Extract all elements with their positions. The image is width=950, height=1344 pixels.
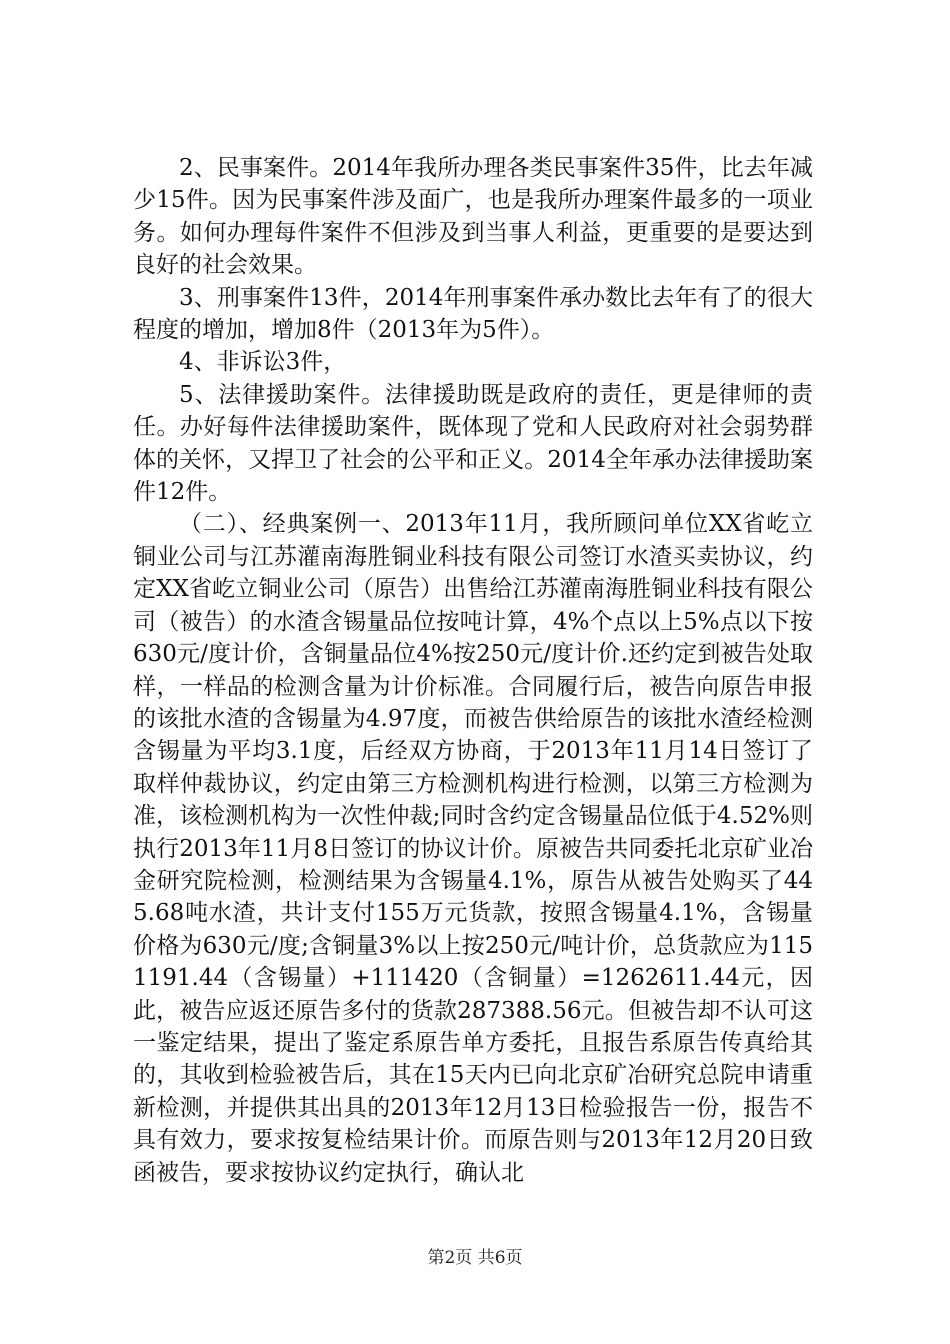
paragraph-non-litigation: 4、非诉讼3件， <box>179 349 347 376</box>
paragraph-classic-case: （二）、经典案例一、2013年11月，我所顾问单位XX省屹立铜业公司与江苏灌南海胜铜业科技有限公司签订水渣买卖协议，约定XX省屹立铜业公司（原告）出售给江苏灌南海胜铜业科技有限公司（被告）的水渣含锡量品位按吨计算，4%个点以上5%点以下按630元/度计价，含铜量品位4%按250元/度计价.还约定到被告处取样，一样品的检测含量为计价标准。合同履行后，被告向原告申报的该批水渣的含锡量为4.97度，而被告供给原告的该批水渣经检测含锡量为平均3.1度，后经双方协商，于2013年11月14日签订了取样仲裁协议，约定由第三方检测机构进行检测，以第三方检测为准，该检测机构为一次性仲裁;同时含约定含锡量品位低于4.52%则执行2013年11月8日签订的协议计价。原被告共同委托北京矿业冶金研究院检测，检测结果为含锡量4.1%，原告从被告处购买了445.68吨水渣，共计支付155万元货款，按照含锡量4.1%，含锡量价格为630元/度;含铜量3%以上按250元/吨计价，总货款应为1151191.44（含锡量）+111420（含铜量）=1262611.44元，因此，被告应返还原告多付的货款287388.56元。但被告却不认可这一鉴定结果，提出了鉴定系原告单方委托，且报告系原告传真给其的，其收到检验被告后，其在15天内已向北京矿冶研究总院申请重新检测，并提供其出具的2013年12月13日检验报告一份，报告不具有效力，要求按复检结果计价。而原告则与2013年12月20日致函被告，要求按协议约定执行，确认北 <box>133 511 813 1186</box>
document-body <box>133 152 813 1189</box>
paragraph-criminal-cases: 3、刑事案件13件，2014年刑事案件承办数比去年有了的很大程度的增加，增加8件（2013年为5件）。 <box>133 284 813 344</box>
paragraph-civil-cases: 2、民事案件。2014年我所办理各类民事案件35件，比去年减少15件。因为民事案件涉及面广，也是我所办理案件最多的一项业务。如何办理每件案件不但涉及到当事人利益，更重要的是要达到良好的社会效果。 <box>133 155 813 279</box>
page-footer: 第2页 共6页 <box>427 1248 523 1268</box>
paragraph-legal-aid: 5、法律援助案件。法律援助既是政府的责任，更是律师的责任。办好每件法律援助案件，既体现了党和人民政府对社会弱势群体的关怀，又捍卫了社会的公平和正义。2014全年承办法律援助案件12件。 <box>133 381 813 506</box>
